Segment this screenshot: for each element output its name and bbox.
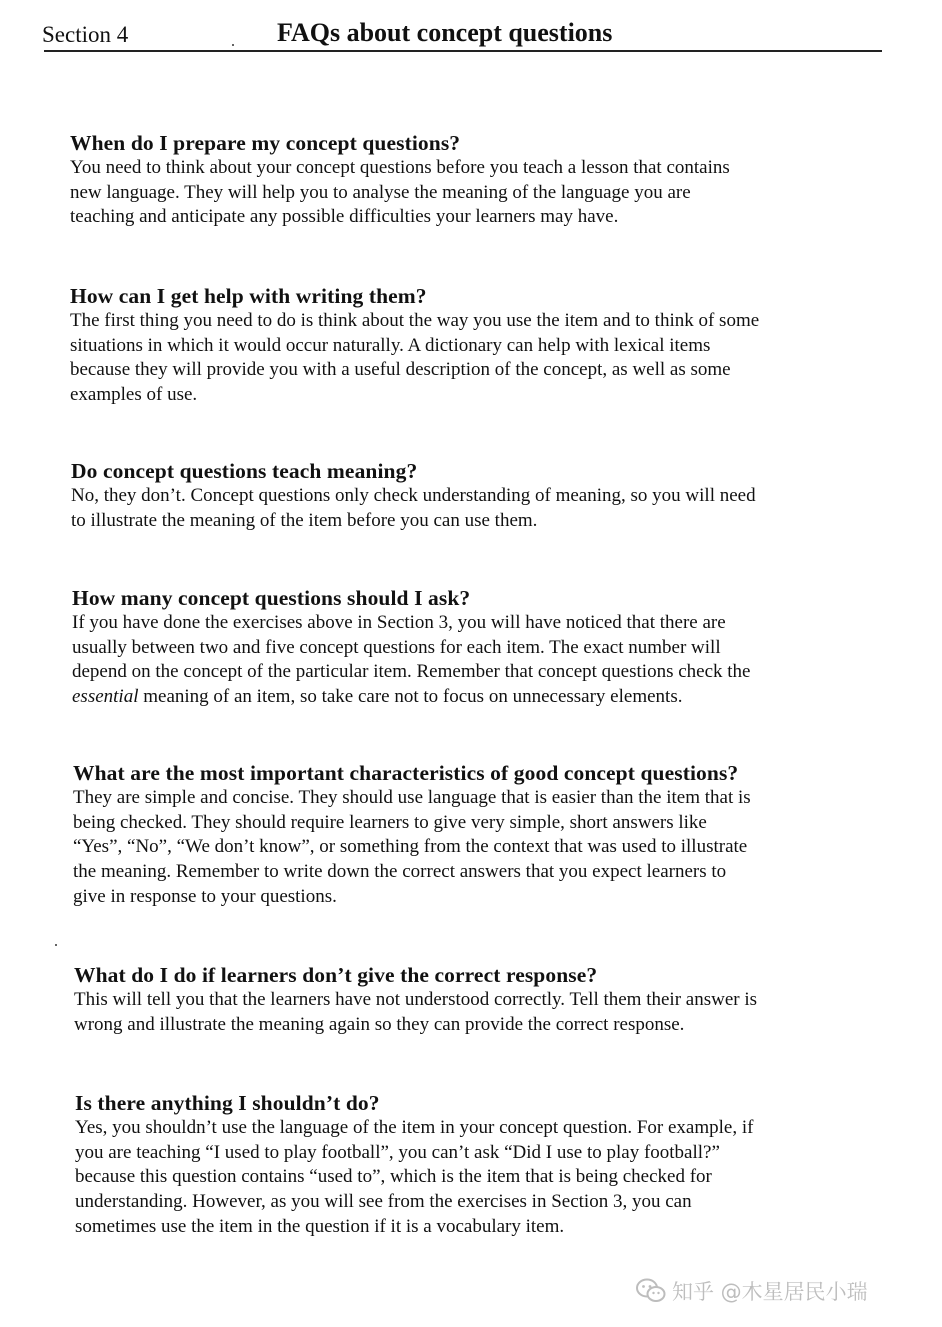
answer-line: because they will provide you with a useful description of the concept, as well as some	[70, 359, 731, 381]
answer-line: being checked. They should require learners to give very simple, short answers like	[73, 811, 707, 833]
faq-item	[71, 458, 871, 533]
answer-line	[72, 685, 872, 710]
answer-line: This will tell you that the learners have not understood correctly. Tell them their answer is	[74, 989, 758, 1010]
faq-question: What do I do if learners don’t give the correct response?	[74, 963, 598, 987]
answer-line: because this question contains “used to”, which is the item that is being checked for	[75, 1166, 712, 1188]
faq-item	[74, 962, 874, 1037]
answer-line: you are teaching “I used to play football”, you can’t ask “Did I use to play football?”	[75, 1141, 720, 1163]
answer-line: “Yes”, “No”, “We don’t know”, or something from the context that was used to illustrate	[73, 836, 748, 858]
answer-line: You need to think about your concept questions before you teach a lesson that contains	[70, 157, 730, 178]
answer-line: Yes, you shouldn’t use the language of the item in your concept question. For example, if	[75, 1117, 754, 1138]
answer-line: situations in which it would occur naturally. A dictionary can help with lexical items	[70, 334, 711, 356]
header-divider	[44, 50, 882, 52]
scan-speck	[232, 44, 234, 46]
section-label: Section 4	[42, 22, 129, 47]
answer-line: teaching and anticipate any possible difficulties your learners may have.	[70, 206, 619, 228]
faq-answer	[70, 309, 870, 408]
answer-line: If you have done the exercises above in Section 3, you will have noticed that there are	[72, 612, 726, 633]
answer-line: the meaning. Remember to write down the correct answers that you expect learners to	[73, 861, 727, 883]
answer-line-rest: meaning of an item, so take care not to focus on unnecessary elements.	[138, 686, 683, 708]
answer-line: wrong and illustrate the meaning again so they can provide the correct response.	[74, 1013, 685, 1035]
faq-answer	[71, 484, 871, 533]
watermark-text: 知乎 @木星居民小瑞	[672, 1280, 868, 1304]
answer-line: usually between two and five concept questions for each item. The exact number will	[72, 636, 721, 658]
faq-answer	[75, 1116, 875, 1240]
answer-line: to illustrate the meaning of the item before you can use them.	[71, 509, 538, 531]
page-header	[42, 18, 882, 58]
faq-item	[73, 760, 873, 910]
answer-line: They are simple and concise. They should use language that is easier than the item that is	[73, 787, 751, 808]
watermark	[636, 1273, 926, 1309]
faq-question: How can I get help with writing them?	[70, 284, 427, 308]
answer-line: understanding. However, as you will see from the exercises in Section 3, you can	[75, 1191, 692, 1213]
faq-question: Do concept questions teach meaning?	[71, 459, 418, 483]
italic-term: essential	[72, 686, 139, 708]
faq-question: How many concept questions should I ask?	[72, 586, 471, 610]
faq-answer	[72, 611, 872, 710]
faq-item	[70, 283, 870, 408]
faq-answer	[70, 156, 870, 230]
answer-line: depend on the concept of the particular item. Remember that concept questions check the	[72, 661, 751, 683]
faq-question: What are the most important characteristics of good concept questions?	[73, 761, 739, 785]
scan-speck	[55, 944, 57, 946]
answer-line: examples of use.	[70, 384, 198, 406]
faq-question: When do I prepare my concept questions?	[70, 131, 461, 155]
page-title: FAQs about concept questions	[277, 18, 613, 47]
faq-answer	[74, 988, 874, 1037]
answer-line: give in response to your questions.	[73, 885, 337, 907]
answer-line: No, they don’t. Concept questions only check understanding of meaning, so you will need	[71, 485, 756, 506]
faq-question: Is there anything I shouldn’t do?	[75, 1091, 380, 1115]
faq-answer	[73, 786, 873, 910]
faq-item	[72, 585, 872, 710]
faq-item	[75, 1090, 875, 1240]
answer-line: sometimes use the item in the question if it is a vocabulary item.	[75, 1215, 565, 1237]
answer-line: new language. They will help you to analyse the meaning of the language you are	[70, 181, 691, 203]
wechat-icon	[636, 1278, 666, 1304]
answer-line: The first thing you need to do is think about the way you use the item and to think of some	[70, 310, 760, 331]
faq-item	[70, 130, 870, 230]
